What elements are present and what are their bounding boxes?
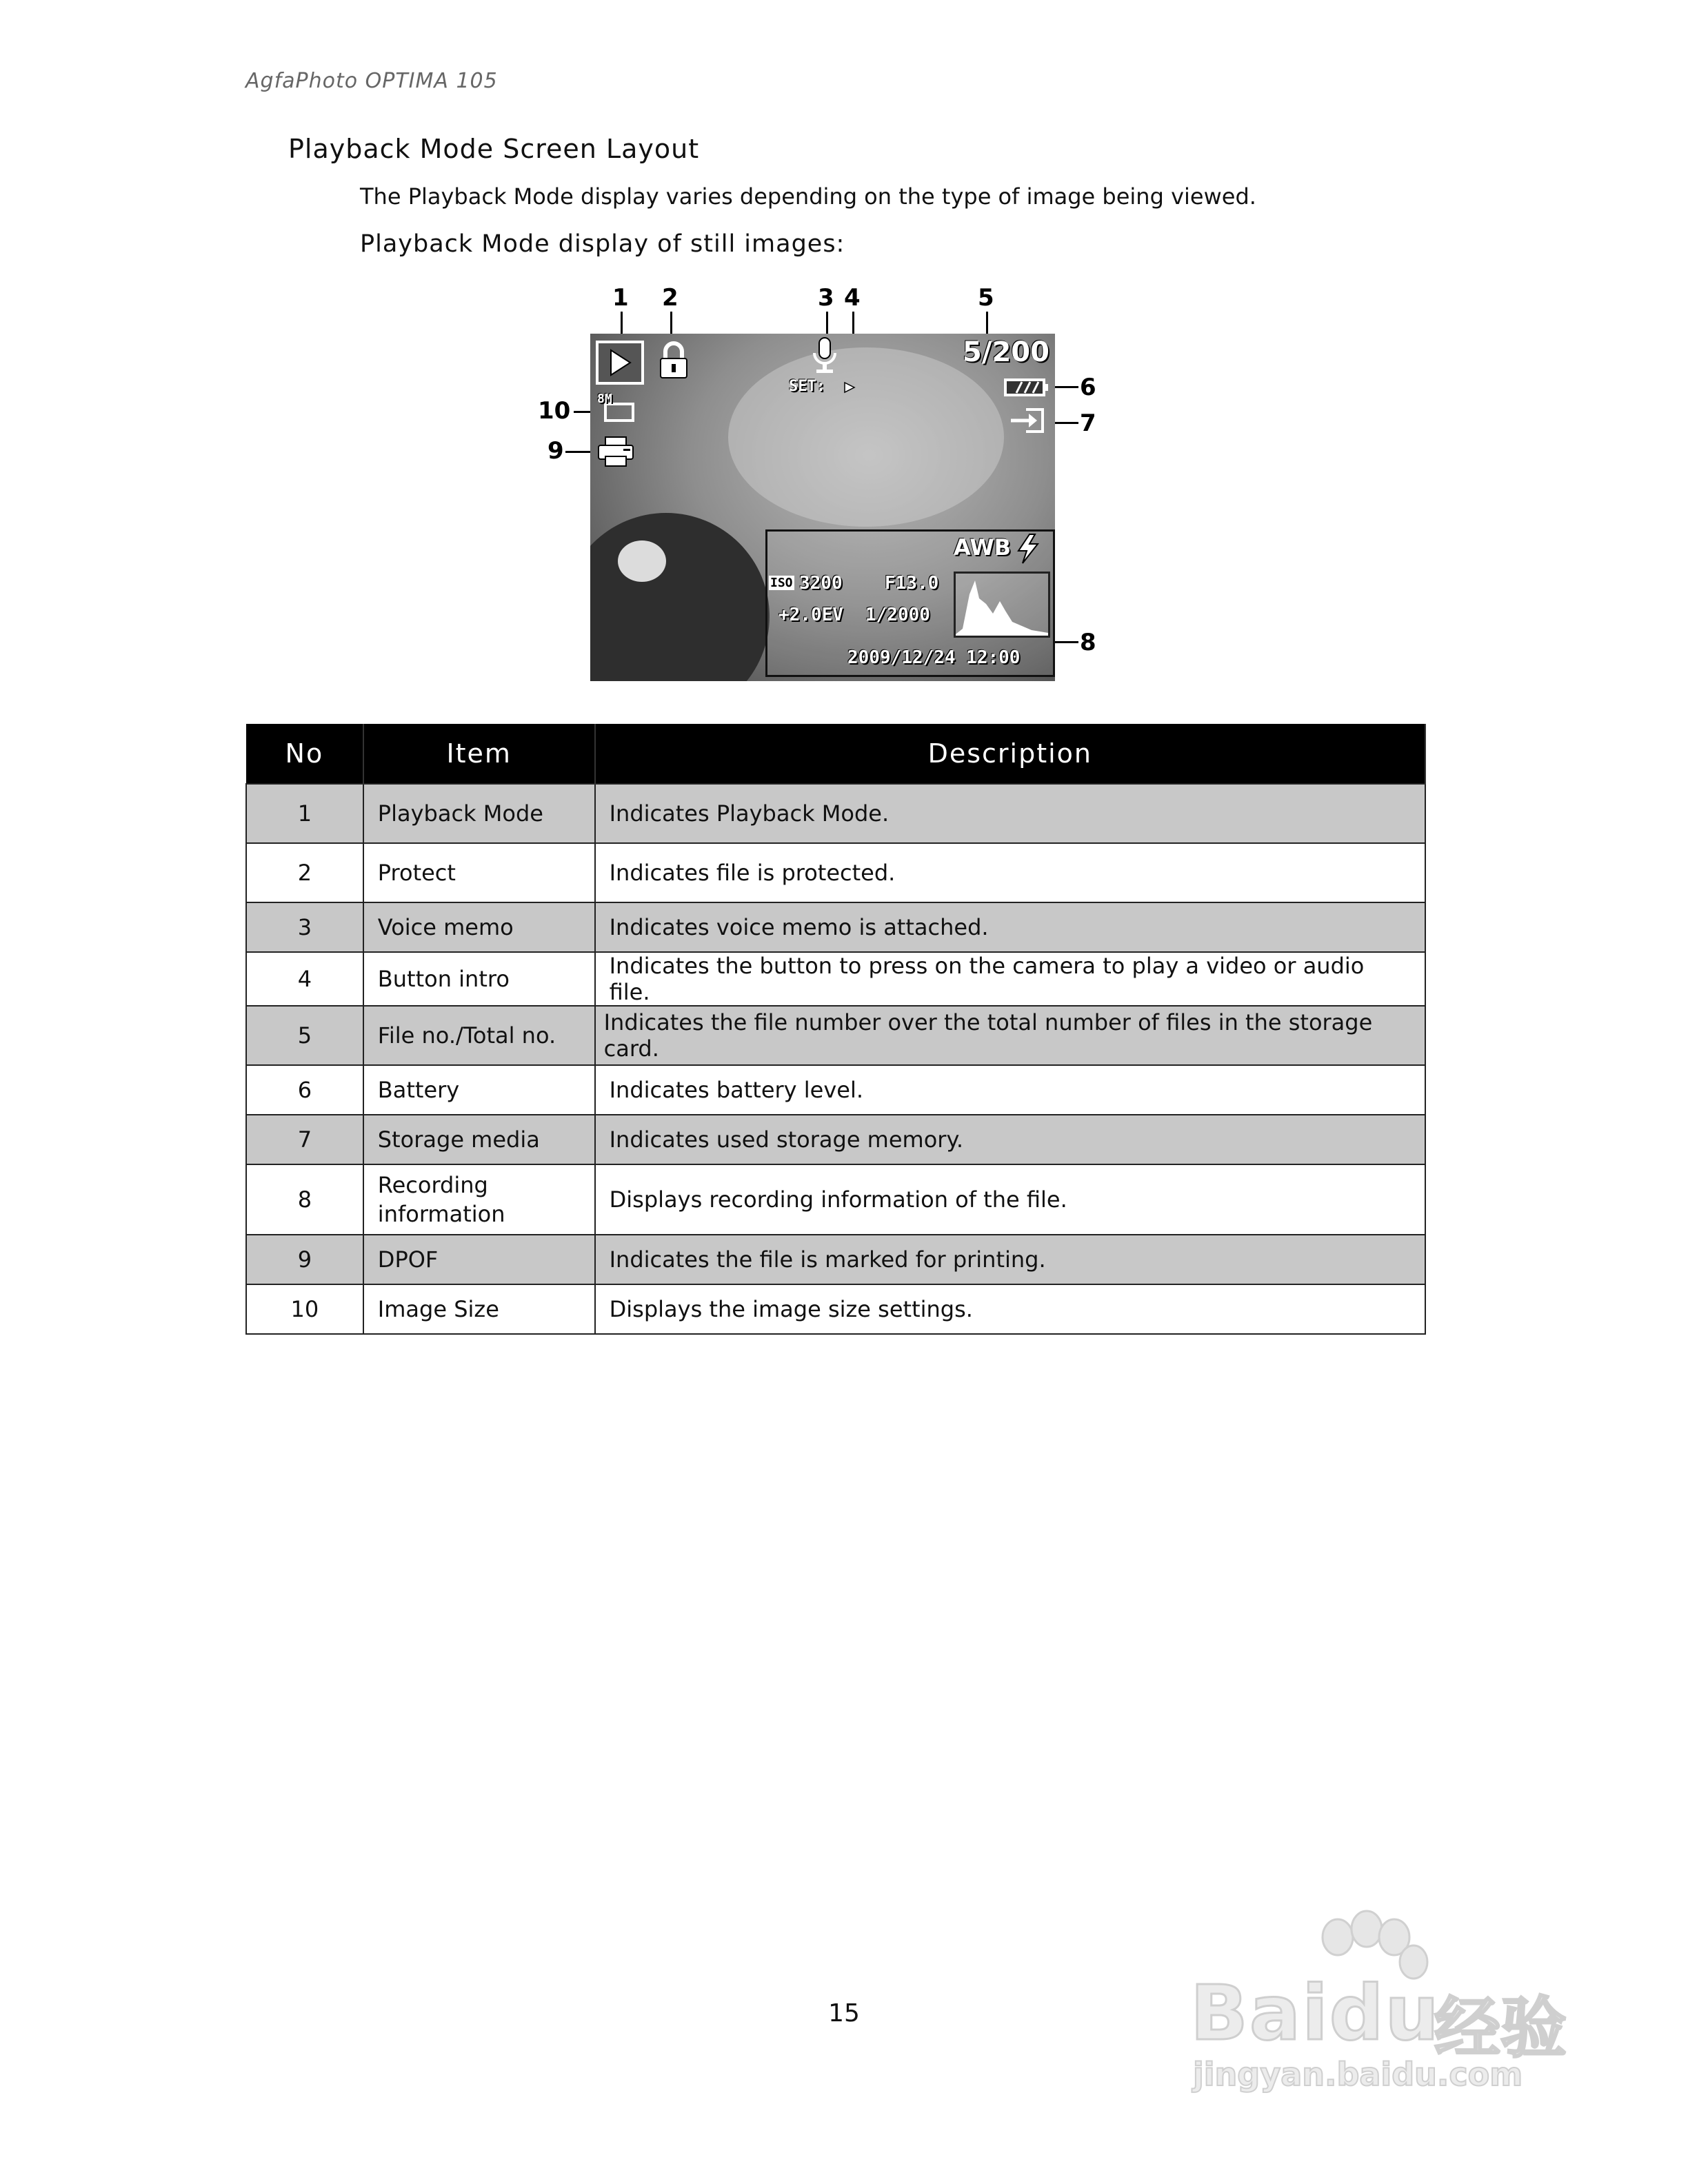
table-row: [246, 1115, 1425, 1164]
row-item: Voice memo: [363, 902, 595, 952]
row-no: 4: [246, 952, 363, 1006]
row-no: 6: [246, 1065, 363, 1115]
row-description: Indicates the button to press on the camera to play a video or audio file.: [595, 952, 1425, 1006]
row-description: Indicates battery level.: [595, 1065, 1425, 1115]
table-header-row: [246, 724, 1425, 784]
exposure-value: +2.0EV: [778, 605, 843, 625]
row-description: Indicates the file number over the total number of files in the storage card.: [595, 1006, 1425, 1065]
row-description: Indicates file is protected.: [595, 843, 1425, 902]
photo-shadow: [590, 513, 770, 681]
row-description: Indicates voice memo is attached.: [595, 902, 1425, 952]
histogram: [954, 572, 1050, 638]
microphone-icon: [811, 336, 838, 375]
play-icon: [596, 341, 644, 385]
callout-2: 2: [662, 284, 679, 312]
row-description: Displays recording information of the file.: [595, 1164, 1425, 1235]
callout-10: 10: [538, 397, 571, 425]
row-description: Indicates Playback Mode.: [595, 784, 1425, 843]
awb-label: AWB: [954, 534, 1012, 560]
flash-icon: [1016, 533, 1041, 565]
image-size-badge: 8M: [597, 392, 612, 406]
watermark-brand: Baidu: [1190, 1969, 1440, 2057]
leader-line: [1055, 422, 1078, 424]
recording-info-box: [765, 529, 1055, 677]
playback-screen-figure: [524, 276, 1131, 703]
table-row: [246, 902, 1425, 952]
callout-4: 4: [844, 284, 861, 312]
row-item: Protect: [363, 843, 595, 902]
row-description: Displays the image size settings.: [595, 1284, 1425, 1334]
column-header-description: Description: [595, 724, 1425, 784]
row-no: 8: [246, 1164, 363, 1235]
aperture-value: F13.0: [885, 573, 939, 594]
table-row: [246, 1284, 1425, 1334]
row-no: 7: [246, 1115, 363, 1164]
set-label: SET:: [789, 378, 825, 395]
row-item: Battery: [363, 1065, 595, 1115]
iso-value: 3200: [799, 573, 843, 594]
callout-7: 7: [1080, 410, 1096, 437]
printer-icon: [596, 436, 637, 469]
row-description: Indicates the file is marked for printing.: [595, 1235, 1425, 1284]
battery-icon: [1004, 378, 1049, 397]
row-no: 3: [246, 902, 363, 952]
row-no: 9: [246, 1235, 363, 1284]
lock-icon: [656, 339, 691, 381]
watermark-url: jingyan.baidu.com: [1193, 2056, 1523, 2093]
shutter-value: 1/2000: [865, 605, 930, 625]
leader-line: [1055, 386, 1078, 388]
row-item: Button intro: [363, 952, 595, 1006]
table-row: [246, 952, 1425, 1006]
column-header-item: Item: [363, 724, 595, 784]
leader-line: [1055, 641, 1078, 643]
intro-text: The Playback Mode display varies depending on the type of image being viewed.: [360, 183, 1256, 210]
callout-6: 6: [1080, 374, 1096, 401]
callout-8: 8: [1080, 629, 1096, 656]
photo-face: [728, 347, 1004, 527]
row-item: DPOF: [363, 1235, 595, 1284]
row-no: 10: [246, 1284, 363, 1334]
table-row: [246, 1164, 1425, 1235]
column-header-no: No: [246, 724, 363, 784]
watermark-service: 经验: [1434, 1990, 1567, 2067]
table-row: [246, 843, 1425, 902]
row-description: Indicates used storage memory.: [595, 1115, 1425, 1164]
row-item: File no./Total no.: [363, 1006, 595, 1065]
baidu-watermark: [1186, 1910, 1586, 2096]
table-row: [246, 1235, 1425, 1284]
callout-3: 3: [818, 284, 834, 312]
file-counter: 5/200: [963, 336, 1049, 368]
table-row: [246, 784, 1425, 843]
play-small-icon: [843, 381, 856, 394]
memory-card-icon: [1009, 407, 1047, 434]
photo-highlight: [618, 540, 666, 582]
row-no: 1: [246, 784, 363, 843]
row-item: Image Size: [363, 1284, 595, 1334]
lcd-screen: [590, 334, 1055, 681]
callout-9: 9: [547, 437, 564, 465]
row-no: 2: [246, 843, 363, 902]
row-no: 5: [246, 1006, 363, 1065]
row-item: Storage media: [363, 1115, 595, 1164]
subheading: Playback Mode display of still images:: [360, 230, 845, 258]
section-title: Playback Mode Screen Layout: [288, 134, 700, 164]
table-row: [246, 1065, 1425, 1115]
running-header: AgfaPhoto OPTIMA 105: [245, 69, 498, 93]
table-row: [246, 1006, 1425, 1065]
callout-1: 1: [612, 284, 629, 312]
row-item: Playback Mode: [363, 784, 595, 843]
datetime: 2009/12/24 12:00: [847, 647, 1021, 668]
callout-5: 5: [978, 284, 994, 312]
description-table: [245, 724, 1426, 1335]
page-number: 15: [828, 1999, 860, 2028]
iso-badge: ISO: [770, 576, 793, 590]
row-item: Recording information: [363, 1164, 595, 1235]
